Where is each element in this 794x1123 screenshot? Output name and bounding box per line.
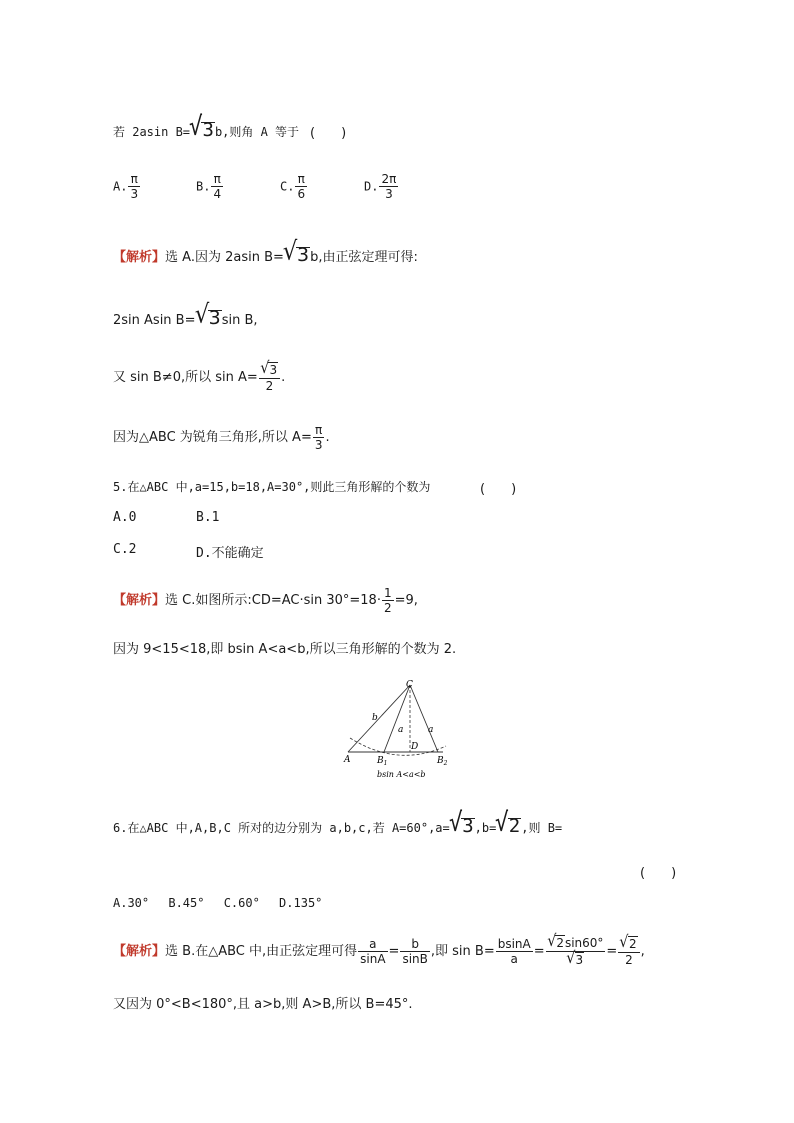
label-a-side-1: a bbox=[398, 725, 404, 735]
q4-stem-a: 若 2asin B= bbox=[113, 125, 191, 139]
label-b2: $B_2$ bbox=[437, 756, 448, 767]
q6-analysis-1: 【解析】选 B.在△ABC 中,由正弦定理可得 $\frac{a}{\sin A}$ = $\frac{b}{\sin B}$ ,即 sin B= $\frac{bsinA}{a}$ = $\frac{√2\sin 60^\circ}{√3}$ = $\frac{√2}{2}$ , bbox=[113, 931, 645, 967]
q5-option-c[interactable]: C.2 bbox=[113, 542, 137, 557]
q4-analysis-4: 因为△ABC 为锐角三角形,所以 A= $\frac{\pi}{3}$ . bbox=[113, 423, 330, 452]
label-a-side-2: a bbox=[428, 725, 434, 735]
sqrt-3: √3 bbox=[188, 111, 214, 142]
q5-analysis-2: 因为 9<15<18,即 bsin A<a<b,所以三角形解的个数为 2. bbox=[113, 642, 457, 657]
triangle-figure bbox=[340, 676, 455, 784]
q5-option-d[interactable]: D.不能确定 bbox=[196, 546, 264, 561]
analysis-tag: 【解析】 bbox=[113, 593, 166, 608]
label-b1: $B_1$ bbox=[377, 756, 388, 767]
figure-caption: bsin A<a<b bbox=[377, 770, 426, 779]
q4-option-b[interactable]: B. $\frac{\pi}{4}$ bbox=[196, 172, 222, 201]
q5-option-b[interactable]: B.1 bbox=[196, 510, 220, 525]
q4-analysis-2: 2sin Asin B=√3sin B, bbox=[113, 299, 258, 330]
figure-side-a1 bbox=[384, 685, 410, 752]
q4-option-c[interactable]: C. $\frac{\pi}{6}$ bbox=[280, 172, 306, 201]
q5-stem: 5.在△ABC 中,a=15,b=18,A=30°,则此三角形解的个数为 bbox=[113, 480, 431, 494]
q5-answer-paren: ( ) bbox=[480, 482, 517, 497]
q5-option-a[interactable]: A.0 bbox=[113, 510, 137, 525]
q4-stem-b: b,则角 A 等于 bbox=[214, 125, 300, 139]
label-a-vertex: A bbox=[344, 755, 351, 765]
q6-answer-paren: ( ) bbox=[640, 866, 677, 881]
q5-analysis-1: 【解析】选 C.如图所示:CD=AC·sin 30°=18· $\frac{1}{2}$ =9, bbox=[113, 586, 418, 615]
q4-option-a[interactable]: A. $\frac{\pi}{3}$ bbox=[113, 172, 139, 201]
q6-analysis-2: 又因为 0°<B<180°,且 a>b,则 A>B,所以 B=45°. bbox=[113, 997, 413, 1012]
figure-arc bbox=[350, 738, 446, 755]
analysis-tag: 【解析】 bbox=[113, 944, 166, 959]
q6-options[interactable]: A.30° B.45° C.60° D.135° bbox=[113, 896, 323, 910]
q6-stem: 6.在△ABC 中,A,B,C 所对的边分别为 a,b,c,若 A=60°,a=√3,b=√2,则 B= bbox=[113, 807, 563, 838]
q4-analysis-1: 【解析】选 A.因为 2asin B=√3b,由正弦定理可得: bbox=[113, 236, 418, 267]
q4-answer-paren: ( ) bbox=[310, 126, 347, 141]
label-c: C bbox=[406, 680, 413, 690]
analysis-tag: 【解析】 bbox=[113, 250, 166, 265]
label-d: D bbox=[411, 742, 419, 752]
q4-option-d[interactable]: D. $\frac{2\pi}{3}$ bbox=[364, 172, 397, 201]
q4-analysis-3: 又 sin B≠0,所以 sin A= $\frac{√3}{2}$ . bbox=[113, 358, 286, 393]
figure-side-b bbox=[348, 685, 410, 752]
label-b-side: b bbox=[372, 713, 378, 723]
q4-stem bbox=[113, 111, 300, 142]
